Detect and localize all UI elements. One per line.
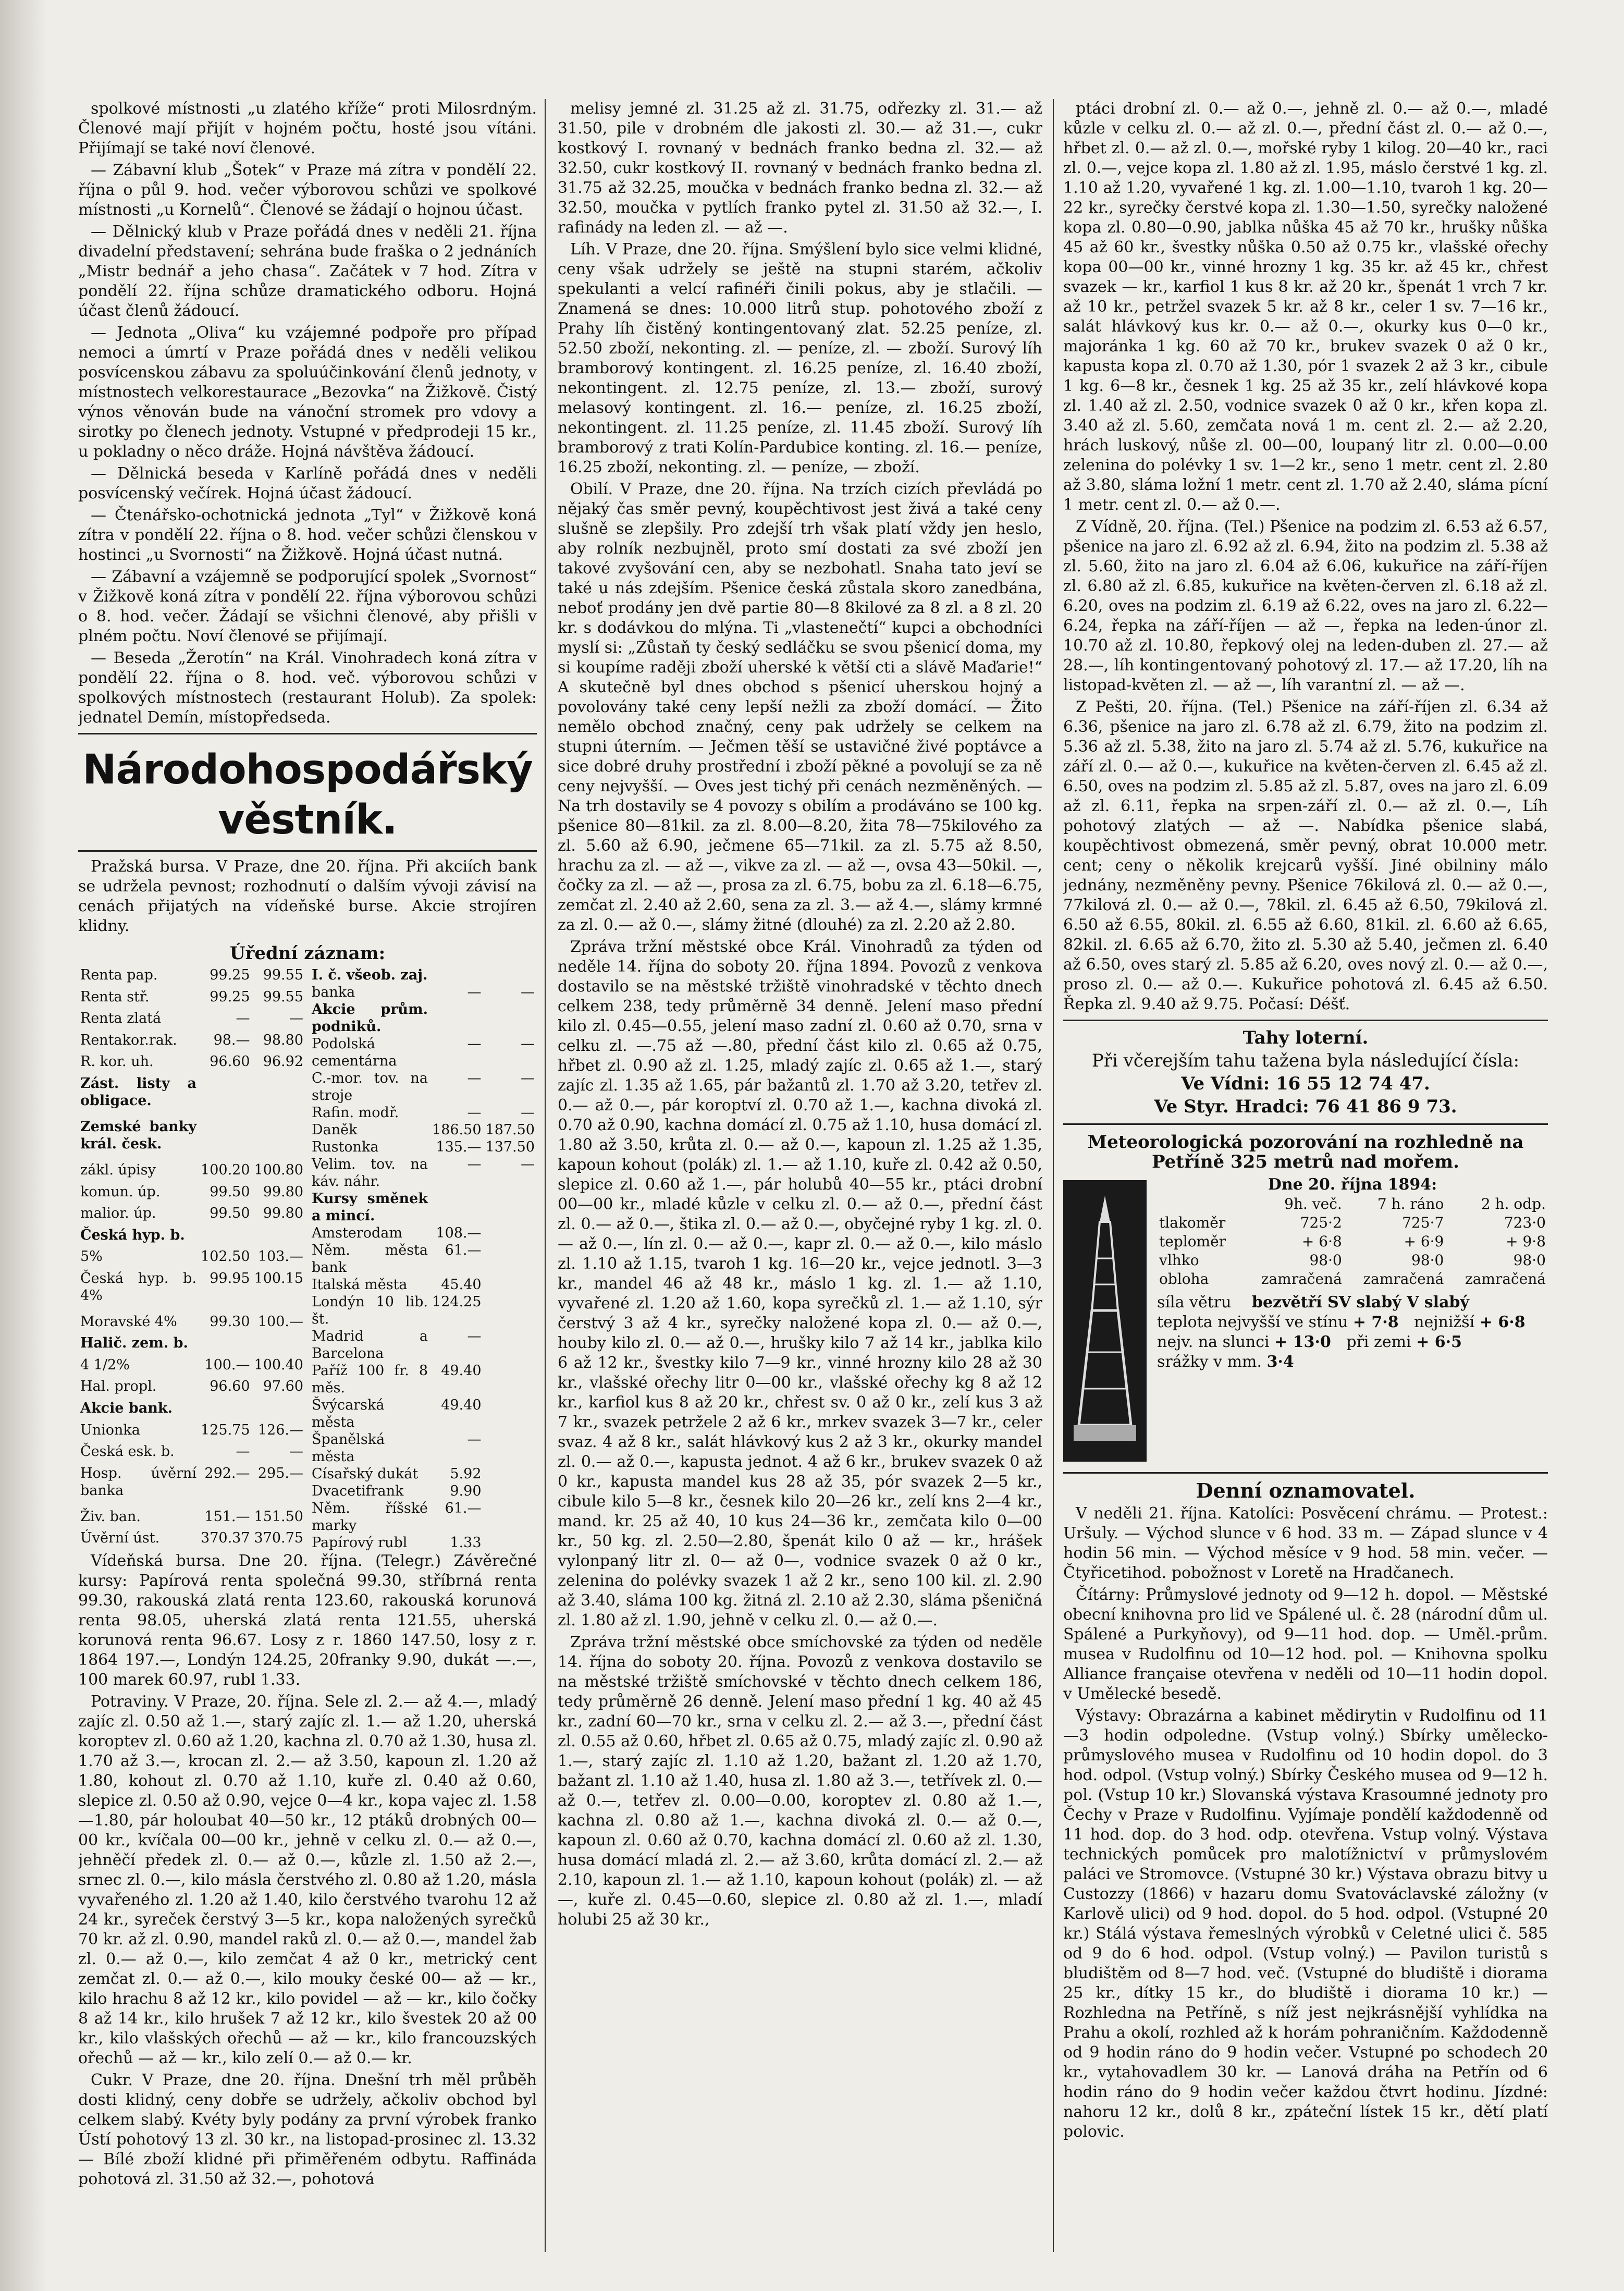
notice-paragraph: — Dělnická beseda v Karlíně pořádá dnes v neděli posvícenský večírek. Hojná účast žádoucí. <box>78 464 537 503</box>
quote-name: C.-mor. tov. na stroje <box>312 1070 428 1104</box>
temp-min-label: nejnižší <box>1414 1313 1475 1331</box>
weather-time: 7 h. ráno <box>1377 1195 1444 1212</box>
quote-value <box>484 1534 537 1551</box>
quote-value: 97.60 <box>263 1378 303 1395</box>
quote-value: 108.— <box>436 1225 482 1241</box>
section-rule <box>1063 1472 1548 1474</box>
quote-value: — <box>236 1010 250 1027</box>
quote-row <box>78 1075 305 1118</box>
market-paragraph: melisy jemné zl. 31.25 až zl. 31.75, odřezky zl. 31.— až 31.50, pile v drobném dle jakosti zl. 30.— až 31.—, cukr kostkový I. rovnaný v bednách franko bedna zl. 32.— až 32.50, cukr kostkový II. rovnaný v bednách franko bedna zl. 31.75 až 32.25, moučka v bednách franko bedna zl. 32.— až 32.50, moučka v pytlích franko pytel zl. 31.50 až 32.—, I. rafinády na leden zl. — až —. <box>558 100 1042 237</box>
quote-value <box>484 1500 537 1534</box>
quote-name: Dvacetifrank <box>312 1483 404 1499</box>
quote-value <box>484 1224 537 1242</box>
quote-value: 99.25 <box>210 988 250 1005</box>
quote-name: Rafin. modř. <box>312 1105 399 1121</box>
quote-value <box>199 1334 252 1356</box>
notice-paragraph: Výstavy: Obrazárna a kabinet mědirytin v Rudolfinu od 11—3 hodin odpoledne. (Vstup volný.) Sbírky umělecko-průmyslového musea v Rudolfinu od 10 hodin dopol. do 3 hod. odpol. (Vstup volný.) Sbírky Českého musea od 9—12 h. pol. (Vstup 10 kr.) Slovanská výstava Krasoumné jednoty pro Čechy v Praze v Rudolfinu. Vyjímaje pondělí každodenně od 11 hod. dop. do 3 hod. odp. otevřena. Vstup volný. Výstava technických pomůcek pro malotížnictví v průmyslovém paláci ve Stromovce. (Vstupné 30 kr.) Výstava obrazu bitvy u Custozzy (1866) v hazaru domu Svatováclavské záložny (v Karlově ulici) od 9 hod. dopol. do 5 hod. odpol. (Vstupné 20 kr.) Stálá výstava řemeslných výrobků v Celetné ulici č. 585 od 9 do 6 hod. odpol. (Vstup volný.) — Pavilon turistů s bludištěm od 8—7 hod. več. (Vstupné do bludiště i diorama 25 kr., dítky 15 kr., do bludiště i diorama 10 kr.) — Rozhledna na Petříně, s níž jest nejkrásnější vyhlídka na Prahu a okolí, rozhled až k horám pohraničním. Každodenně od 9 hodin ráno do 9 hodin večer. Vstupné po schodech 20 kr., vytahovadlem 30 kr. — Lanová dráha na Petřín od 6 hodin ráno do 9 hodin večer každou čtvrt hodinu. Jízdné: nahoru 12 kr., dolů 8 kr., zpáteční lístek 15 kr., dětí platí polovic. <box>1063 1707 1548 2141</box>
quote-value: — <box>467 1105 482 1121</box>
quote-name: Zást. listy a obligace. <box>80 1075 197 1109</box>
quote-value: 99.55 <box>263 988 303 1005</box>
quote-value: 137.50 <box>485 1139 535 1155</box>
section-rule <box>1063 1123 1548 1125</box>
quote-name: Halič. zem. b. <box>80 1335 188 1352</box>
quote-value: 151.50 <box>254 1508 303 1525</box>
quote-value: 100.— <box>204 1356 250 1373</box>
quote-row <box>310 1396 537 1431</box>
quote-value: 98.— <box>213 1032 250 1048</box>
quote-name: zákl. úpisy <box>80 1161 156 1178</box>
quote-value: 100.15 <box>254 1270 303 1287</box>
quote-name: I. č. všeob. zaj. <box>312 967 428 983</box>
quote-row <box>310 1431 537 1465</box>
notice-paragraph: — Jednota „Oliva“ ku vzájemné podpoře pro případ nemoci a úmrtí v Praze pořádá dnes v neděli velikou posvícenskou zábavu za spoluúčinkování členů jednoty, v místnostech velkorestaurace „Bezovka“ na Žižkově. Čistý výnos věnován bude na vánoční stromek pro vdovy a sirotky po členech jednoty. Vstupné v předprodeji 15 kr., u pokladny o něco dráže. Hojná návštěva žádoucí. <box>78 324 537 461</box>
quote-value <box>430 1001 483 1035</box>
quote-value <box>484 1276 537 1293</box>
quote-name: Hal. propl. <box>80 1378 157 1395</box>
quote-row <box>310 1276 537 1293</box>
quote-value: — <box>521 1156 535 1172</box>
quote-value: 126.— <box>257 1422 303 1438</box>
quote-row <box>310 1293 537 1328</box>
weather-row <box>1157 1270 1548 1289</box>
quote-row <box>78 1465 305 1508</box>
weather-label: obloha <box>1159 1270 1209 1288</box>
notice-paragraph: spolkové místnosti „u zlatého kříže“ proti Milosrdným. Členové mají přijít v hojném počtu, hosté jsou vítáni. Přijímají se také noví členové. <box>78 100 537 157</box>
rain-label: srážky v mm. <box>1157 1353 1262 1371</box>
temp-ground: + 6·5 <box>1416 1333 1462 1351</box>
quote-row <box>78 1010 305 1032</box>
column-middle <box>558 99 1042 1932</box>
quote-value <box>252 1075 305 1118</box>
quote-value: 99.30 <box>210 1313 250 1330</box>
quote-row <box>310 1328 537 1362</box>
weather-label: vlhko <box>1159 1252 1199 1269</box>
quote-name: Hosp. úvěrní banka <box>80 1465 197 1499</box>
quote-name: Akcie bank. <box>80 1400 173 1416</box>
quote-row <box>78 1400 305 1422</box>
quote-name: Renta zlatá <box>80 1010 162 1027</box>
quote-value: 96.60 <box>210 1378 250 1395</box>
quote-value: — <box>521 1070 535 1086</box>
quote-value: 98.80 <box>263 1032 303 1048</box>
weather-header-blank <box>1157 1195 1242 1214</box>
temp-label: teplota nejvyšší ve stínu <box>1157 1313 1348 1331</box>
quote-name: Rentakor.rak. <box>80 1032 177 1048</box>
quote-value: 187.50 <box>485 1122 535 1138</box>
quote-name: Daněk <box>312 1122 358 1138</box>
quote-value: 100.40 <box>254 1356 303 1373</box>
wind-label: síla větru <box>1157 1293 1232 1312</box>
weather-value: 98·0 <box>1513 1252 1546 1269</box>
quote-value <box>484 1328 537 1362</box>
quote-name: Akcie prům. podniků. <box>312 1001 428 1035</box>
grain-reports <box>1063 99 1548 1014</box>
notice-paragraph: V neděli 21. října. Katolíci: Posvěcení chrámu. — Protest.: Uršuly. — Východ slunce v 6 hod. 33 m. — Západ slunce v 4 hodin 56 min. — Východ měsíce v 9 hod. 58 min. večer. — Čtyřicetihod. pobožnost v Loretě na Hradčanech. <box>1063 1504 1548 1582</box>
quote-row <box>78 1508 305 1530</box>
quote-name: 4 1/2% <box>80 1356 130 1373</box>
weather-value: 723·0 <box>1504 1214 1546 1231</box>
quote-row <box>78 1183 305 1205</box>
temp-sun-label: nejv. na slunci <box>1157 1333 1270 1351</box>
quotes-table-left <box>78 966 305 1551</box>
weather-value: + 6·9 <box>1404 1233 1444 1250</box>
weather-time: 2 h. odp. <box>1481 1195 1546 1212</box>
weather-block <box>1063 1175 1548 1467</box>
quote-value <box>252 1118 305 1161</box>
quote-name: Unionka <box>80 1422 140 1438</box>
quote-row <box>310 1035 537 1070</box>
market-paragraph: Zpráva tržní městské obce smíchovské za týden od neděle 14. října do soboty 20. října. Povozů z venkova dostavilo se na městské tržiště smíchovské v těchto dnech celkem 186, tedy průměrně 26 denně. Jelení maso přední 1 kg. 40 až 45 kr., zadní 60—70 kr., srna v celku zl. 2.— až 3.—, přední část zl. 0.55 až 0.60, hřbet zl. 0.65 až 0.75, mladý zajíc zl. 0.90 až 1.—, starý zajíc zl. 1.10 až 1.20, bažant zl. 1.20 až 1.70, bažant zl. 1.10 až 1.40, husa zl. 1.80 až 3.—, tetřívek zl. 0.— až 0.—, tetřev zl. 0.00—0.00, koroptev zl. 0.80 až 1.—, kachna zl. 0.80 až 1.—, kachna divoká zl. 0.— až 0.—, kapoun zl. 0.60 až 0.70, kachna domácí zl. 0.60 až zl. 1.30, husa domácí mladá zl. 2.— až 3.60, krůta domácí zl. 2.— až 2.10, kapoun zl. 1.— až 1.10, kapoun kohout (polák) zl. — až —, kuře zl. 0.45—0.60, slepice zl. 0.80 až zl. 1.—, mladí holubi 25 až 30 kr., <box>558 1633 1042 1929</box>
quote-row <box>78 1032 305 1053</box>
quote-row <box>78 1161 305 1183</box>
quote-value <box>199 1118 252 1161</box>
weather-readings <box>1157 1175 1548 1372</box>
quote-row <box>78 1334 305 1356</box>
quote-row <box>78 1443 305 1465</box>
market-paragraph: Líh. V Praze, dne 20. října. Smýšlení bylo sice velmi klidné, ceny však udržely se ještě na stupni starém, ačkoliv spekulanti a velcí rafinéři činili pokus, aby je stlačili. — Znamená se dnes: 10.000 litrů stup. pohotového zboží z Prahy líh čistěný kontingentovaný zlat. 52.25 peníze, zl. 52.50 zboží, nekonting. zl. — peníze, zl. — zboží. Surový líh bramborový kontingent. zl. 16.25 peníze, zl. 16.40 zboží, nekontingent. zl. 12.75 peníze, zl. 13.— zboží, surový melasový kontingent. zl. 16.— peníze, zl. 16.25 zboží, nekontingent. zl. 11.25 peníze, zl. 11.45 zboží. Surový líh bramborový z trati Kolín-Pardubice konting. zl. 16.— peníze, 16.25 zboží, nekonting. zl. — peníze, — zboží. <box>558 240 1042 476</box>
lottery-title: Tahy loterní. <box>1242 1027 1369 1048</box>
quote-row <box>78 988 305 1010</box>
weather-time: 9h. več. <box>1284 1195 1342 1212</box>
quote-row <box>310 1465 537 1483</box>
column-divider <box>545 99 546 2252</box>
quote-row <box>310 966 537 984</box>
wind-row <box>1157 1293 1548 1313</box>
weather-table <box>1157 1195 1548 1289</box>
quote-name: Papírový rubl <box>312 1535 408 1551</box>
quote-value: 45.40 <box>441 1277 482 1293</box>
weather-value: + 9·8 <box>1506 1233 1546 1250</box>
quote-name: Moravské 4% <box>80 1313 177 1330</box>
quote-name: 5% <box>80 1248 103 1265</box>
weather-row <box>1157 1214 1548 1232</box>
quote-value: 99.95 <box>210 1270 250 1287</box>
quotes-tables <box>78 966 537 1551</box>
quote-value: — <box>289 1010 303 1027</box>
quote-row <box>78 966 305 988</box>
quote-value <box>484 1293 537 1328</box>
quote-value: — <box>521 1105 535 1121</box>
quote-value: 124.25 <box>432 1294 482 1310</box>
quote-row <box>78 1227 305 1248</box>
weather-value: 725·2 <box>1300 1214 1342 1231</box>
lottery-hradec: Ve Styr. Hradci: 76 41 86 9 73. <box>1154 1096 1457 1117</box>
quote-name: Londýn 10 lib. št. <box>312 1294 428 1327</box>
quote-name: Něm. říšské marky <box>312 1500 428 1534</box>
quote-value: 100.80 <box>254 1161 303 1178</box>
quote-name: Úvěrní úst. <box>80 1530 160 1547</box>
rain-value: 3·4 <box>1266 1353 1294 1371</box>
lottery-vienna: Ve Vídni: 16 55 12 74 47. <box>1181 1073 1430 1094</box>
quote-value: 61.— <box>445 1500 482 1516</box>
quote-row <box>78 1053 305 1075</box>
quote-name: komun. úp. <box>80 1183 161 1200</box>
quote-value: 99.50 <box>210 1183 250 1200</box>
column-right <box>1063 99 1548 2144</box>
quote-row <box>310 1242 537 1276</box>
section-rule <box>1063 1020 1548 1021</box>
prague-exchange-report: Pražská bursa. V Praze, dne 20. října. Při akciích bank se udržela pevnost; rozhodnutí o dalším vývoji závisí na cenách přijatých na vídeňské burse. Akcie strojíren klidny. <box>78 857 537 935</box>
notices-title: Denní oznamovatel. <box>1196 1479 1416 1502</box>
quote-name: Velim. tov. na káv. náhr. <box>312 1156 428 1190</box>
quotes-table-right <box>310 966 537 1551</box>
quote-value: 96.60 <box>210 1053 250 1070</box>
petrin-tower-icon <box>1063 1180 1147 1462</box>
quote-value <box>430 1190 483 1224</box>
notice-paragraph: — Dělnický klub v Praze pořádá dnes v neděli 21. října divadelní představení; sehrána bude fraška o 2 jednáních „Mistr bednář a jeho chasa“. Začátek v 7 hod. Zítra v pondělí 22. října schůze dramatického odboru. Hojná účast členů žádoucí. <box>78 223 537 320</box>
weather-date: Dne 20. října 1894: <box>1268 1175 1437 1194</box>
quote-value: — <box>467 1036 482 1052</box>
quote-value: 100.— <box>257 1313 303 1330</box>
quote-row <box>78 1356 305 1378</box>
quote-value <box>484 1483 537 1500</box>
quote-row <box>78 1378 305 1400</box>
quote-name: malior. úp. <box>80 1205 156 1222</box>
weather-value: zamračená <box>1261 1270 1342 1288</box>
quote-value: 292.— <box>204 1465 250 1481</box>
quote-row <box>310 1190 537 1224</box>
quote-value <box>484 1362 537 1396</box>
weather-row <box>1157 1232 1548 1251</box>
quote-value: — <box>521 984 535 1000</box>
weather-title: Meteorologická pozorování na rozhledně na Petříně 325 metrů nad mořem. <box>1087 1132 1524 1172</box>
market-paragraph: Zpráva tržní městské obce Král. Vinohradů za týden od neděle 14. října do soboty 20. října 1894. Povozů z venkova dostavilo se na městské tržiště vinohradské v těchto dnech celkem 238, tedy průměrně 34 denně. Jelení maso přední kilo zl. 0.45—0.55, jelení maso zadní zl. 0.60 až 0.70, srna v celku zl. —.75 až —.80, přední část kilo zl. 0.65 až 0.75, hřbet zl. 0.90 až zl. 1.25, mladý zajíc zl. 0.65 až 1.—, starý zajíc zl. 1.35 až 1.65, pár bažantů zl. 1.70 až 3.20, tetřev zl. 0.— až 0.—, pár koroptví zl. 0.70 až 1.—, kachna divoká zl. 0.70 až 0.90, kachna domácí zl. 0.75 až 1.10, husa domácí zl. 1.80 až 3.50, krůta zl. 0.— až 0.—, kapoun zl. 1.25 až 1.35, kapoun kohout (polák) zl. 1.— až 1.10, kuře zl. 0.42 až 0.50, slepice zl. 0.60 až 1.—, pár holubů 40—55 kr., ptáci drobní 00—00 kr., mladé kůzle v celku zl. 0.— až 0.—, přední část zl. 0.— až 0.—, štika zl. 0.— až 0.—, obyčejné ryby 1 kg. zl. 0.— až 0.—, lín zl. 0.— až 0.—, kapr zl. 0.— až 0.—, kilo máslo zl. 1.10 až 1.15, tvaroh 1 kg. 16—20 kr., vejce jednotl. 3—3 kr., mandel 46 až 48 kr., máslo 1 kg. zl. 1.— až 1.10, vyvařené zl. 1.20 až 1.60, kopa syrečků zl. 1.— až 1.10, sýr čerstvý 3 až 4 kr., syrečky naložené kopa zl. 0.— až 0.—, houby kilo zl. 0.— až 0.—, hrušky kilo 7 až 14 kr., jablka kilo 6 až 12 kr., švestky kilo 7—9 kr., vinné hrozny kilo 28 až 30 kr., vlašské ořechy litr 0—00 kr., vlašské ořechy kg 8 až 12 kr., karfiol kus 8 až 20 kr., chřest sv. 0 až 0 kr., zelí kus 3 až 7 kr., svazek petržele 2 až 6 kr., mrkev svazek 3—7 kr., celer svaz. 4 až 8 kr., salát hlávkový kus 2 až 3 kr., okurky mandel zl. 0.— až 0.—, kapusta jednot. 4 až 6 kr., brukev svazek 0 až 0 kr., kapusta mandel kus 28 až 35, pór svazek 2—5 kr., cibule kilo 5—8 kr., česnek kilo 20—26 kr., zelí kns 2—4 kr., mand. kr. 25 až 40, 10 kus 24—36 kr., zemčata kilo 0—00 kr., 50 kg. zl. 2.50—2.80, špenát kilo 0 až — kr., hrášek vylonpaný litr zl. 0— až 0—, vodnice svazek 0 až 0 kr., zelenina do polévky svazek 1 až 2 kr., seno 100 kil. zl. 2.90 až 3.40, sláma 100 kg. žitná zl. 2.10 až 2.30, sláma pšeničná zl. 1.80 až zl. 1.90, jehně v celku zl. 0.— až 0.—. <box>558 938 1042 1630</box>
quote-value <box>484 1242 537 1276</box>
weather-label: tlakoměr <box>1159 1214 1226 1231</box>
quote-name: Španělská města <box>312 1431 385 1465</box>
quote-value: 135.— <box>436 1139 482 1155</box>
notice-paragraph: — Zábavní klub „Šotek“ v Praze má zítra v pondělí 22. října o půl 9. hod. večer výborovou schůzi ve spolkové místnosti „u Kornelů“. Členové se žádají o hojnou účast. <box>78 161 537 219</box>
quote-name: Živ. ban. <box>80 1508 141 1525</box>
quote-value: 1.33 <box>450 1535 482 1551</box>
quote-value <box>252 1227 305 1248</box>
quote-row <box>310 1534 537 1551</box>
quote-name: Madrid a Barcelona <box>312 1328 428 1362</box>
quote-row <box>310 1121 537 1138</box>
section-rule <box>78 733 537 734</box>
daily-notices <box>1063 1504 1548 2142</box>
quote-row <box>310 1483 537 1500</box>
quote-value: — <box>236 1443 250 1460</box>
quote-value: 102.50 <box>201 1248 250 1265</box>
quote-value: 99.25 <box>210 967 250 983</box>
quote-row <box>78 1205 305 1227</box>
vienna-exchange-report: Vídeňská bursa. Dne 20. října. (Telegr.) Závěrečné kursy: Papírová renta společná 99.30, stříbrná renta 99.30, rakouská zlatá renta 123.60, rakouská korunová renta 98.05, uherská zlatá renta 121.55, uherská korunová renta 96.67. Losy z r. 1860 147.50, losy z r. 1864 197.—, Londýn 124.25, 20franky 9.90, dukát —.—, 100 marek 60.97, rubl 1.33. <box>78 1552 537 1689</box>
quote-row <box>310 1138 537 1156</box>
quote-value: — <box>521 1036 535 1052</box>
page-gutter-shadow <box>0 0 47 2291</box>
weather-row <box>1157 1251 1548 1270</box>
quote-value: 100.20 <box>201 1161 250 1178</box>
weather-value: 98·0 <box>1309 1252 1342 1269</box>
quote-name: Česká esk. b. <box>80 1443 175 1460</box>
quote-row <box>310 1500 537 1534</box>
quote-value <box>484 1465 537 1483</box>
quote-value: 49.40 <box>441 1397 482 1413</box>
temp-sun: + 13·0 <box>1274 1333 1331 1351</box>
temp-sun-row <box>1157 1332 1548 1352</box>
quote-value <box>484 1001 537 1035</box>
quote-name: Zemské banky král. česk. <box>80 1118 197 1152</box>
weather-value: 98·0 <box>1411 1252 1444 1269</box>
quote-row <box>310 1070 537 1104</box>
quote-value: 61.— <box>445 1242 482 1258</box>
quote-value: 99.50 <box>210 1205 250 1222</box>
quote-value: 151.— <box>204 1508 250 1525</box>
quote-value <box>252 1334 305 1356</box>
quote-value: 370.37 <box>201 1530 250 1547</box>
section-rule <box>78 850 537 852</box>
quote-name: Rustonka <box>312 1139 379 1155</box>
weather-value: zamračená <box>1465 1270 1546 1288</box>
market-reports <box>558 99 1042 1930</box>
quote-value: 103.— <box>257 1248 303 1265</box>
quote-value: 96.92 <box>263 1053 303 1070</box>
temp-ground-label: při zemi <box>1346 1333 1411 1351</box>
quote-value: 9.90 <box>450 1483 482 1499</box>
quote-value <box>199 1227 252 1248</box>
quote-value: 99.80 <box>263 1183 303 1200</box>
quote-value: 49.40 <box>441 1363 482 1379</box>
quote-row <box>78 1529 305 1551</box>
rain-row <box>1157 1352 1548 1372</box>
quote-value <box>252 1400 305 1422</box>
notice-paragraph: Čítárny: Průmyslové jednoty od 9—12 h. dopol. — Městské obecní knihovna pro lid ve Spálené ul. č. 28 (národní dům ul. Spálené a Purkyňovy), od 9—11 hod. dop. — Uměl.-prům. musea v Rudolfinu od 10—12 hod. pol. — Knihovna spolku Alliance française otevřena v neděli od 10—11 hodin dopol. v Umělecké besedě. <box>1063 1586 1548 1703</box>
wind-value: bezvětří SV slabý V slabý <box>1251 1293 1469 1312</box>
quote-row <box>78 1313 305 1335</box>
quote-value <box>199 1400 252 1422</box>
column-divider <box>1053 99 1054 2252</box>
quote-value: — <box>467 1328 482 1344</box>
quote-name: Renta stř. <box>80 988 150 1005</box>
weather-value: 725·7 <box>1402 1214 1444 1231</box>
quote-name: Podolská cementárna <box>312 1036 397 1069</box>
quote-name: Císařský dukát <box>312 1466 419 1482</box>
quote-row <box>310 1156 537 1190</box>
quote-row <box>310 1362 537 1396</box>
quote-name: Paříž 100 fr. 8 měs. <box>312 1363 428 1396</box>
quote-name: Něm. města bank <box>312 1242 428 1276</box>
quote-value: 370.75 <box>254 1530 303 1547</box>
temp-row <box>1157 1313 1548 1332</box>
quote-row <box>310 1224 537 1242</box>
notice-paragraph: — Zábavní a vzájemně se podporující spolek „Svornost“ v Žižkově koná zítra v pondělí 22. října výborovou schůzi o 8. hod. večer. Žádají se všichni členové, aby přišli v plném počtu. Noví členové se přijímají. <box>78 568 537 645</box>
quote-row <box>310 984 537 1001</box>
quote-value: — <box>467 984 482 1000</box>
quote-row <box>310 1001 537 1035</box>
quote-value <box>484 966 537 984</box>
club-notices <box>78 99 537 728</box>
quote-name: R. kor. uh. <box>80 1053 154 1070</box>
sugar-report: Cukr. V Praze, dne 20. října. Dnešní trh měl průběh dosti klidný, ceny dobře se udržely, ačkoliv obchod byl celkem slabý. Kvéty byly podány za první výrobek franko Ústí pohotový 13 zl. 30 kr., na listopad-prosinec zl. 13.32 — Bílé zboží klidné při přiměřeném odbytu. Raffináda pohotová zl. 31.50 až 32.—, pohotová <box>78 2071 537 2188</box>
quote-value: — <box>289 1443 303 1460</box>
grain-paragraph: Z Pešti, 20. října. (Tel.) Pšenice na září-říjen zl. 6.34 až 6.36, pšenice na jaro zl. 6.78 až zl. 6.79, žito na podzim zl. 5.36 až zl. 5.38, žito na jaro zl. 5.74 až zl. 5.76, kukuřice na září zl. 0.— až 0.—, kukuřice na květen-červen zl. 6.45 až zl. 6.50, oves na podzim zl. 5.85 až zl. 5.87, oves na jaro zl. 6.09 až zl. 6.11, řepka na srpen-září zl. 0.— až zl. 0.—, Líh pohotový zlatých — až —. Nabídka pšenice slabá, koupěchtivost obmezená, směr pevný, obrat 10.000 metr. cent; ceny o několik krejcarů vyšší. Jiné obilniny málo jednány, nezměněny pevny. Pšenice 76kilová zl. 0.— až 0.—, 77kilová zl. 0.— až 0.—, 78kil. zl. 6.45 až 6.50, 79kilová zl. 6.50 až 6.55, 80kil. zl. 6.55 až 6.60, 81kil. zl. 6.60 až 6.65, 82kil. zl. 6.65 až 6.70, žito zl. 5.30 až 5.40, ječmen zl. 6.40 až 6.50, oves starý zl. 5.85 až 6.20, oves nový zl. 0.— až 0.—, proso zl. 0.— až 0.—. Kukuřice pohotová zl. 6.45 až 6.50. Řepka zl. 9.40 až 9.75. Počasí: Déšť. <box>1063 698 1548 1013</box>
temp-min: + 6·8 <box>1479 1313 1525 1331</box>
quote-row <box>78 1270 305 1313</box>
grain-paragraph: ptáci drobní zl. 0.— až 0.—, jehně zl. 0.— až 0.—, mladé kůzle v celku zl. 0.— až zl. 0.—, přední část zl. 0.— až 0.—, hřbet zl. 0.— až zl. 0.—, mořské ryby 1 kilog. 20—40 kr., raci zl. 0.—, vejce kopa zl. 1.80 až zl. 1.95, máslo čerstvé 1 kg. zl. 1.10 až 1.20, vyvařené 1 kg. zl. 1.00—1.10, tvaroh 1 kg. 20—22 kr., syrečky čerstvé kopa zl. 1.30—1.50, syrečky naložené kopa zl. 0.80—0.90, jablka nůška 45 až 70 kr., hrušky nůška 45 až 60 kr., švestky nůška 0.50 až 0.75 kr., vlašské ořechy kopa 00—00 kr., vinné hrozny 1 kg. 35 kr. až 45 kr., chřest svazek — kr., karfiol 1 kus 8 kr. až 20 kr., špenát 1 vrch 7 kr. až 10 kr., petržel svazek 5 kr. až 8 kr., celer 1 sv. 7—16 kr., salát hlávkový kus kr. 0.— až 0.—, okurky kus 0—0 kr., majoránka 1 kg. 60 až 70 kr., brukev svazek 0 až 0 kr., kapusta kopa zl. 0.70 až 1.30, pór 1 svazek 2 až 3 kr., cibule 1 kg. 6—8 kr., česnek 1 kg. 25 až 35 kr., zelí hlávkové kopa zl. 1.40 až zl. 2.50, vodnice svazek 0 až 0 kr., křen kopa zl. 3.40 až zl. 5.60, zemčata nová 1 m. cent zl. 2.— až 2.20, hrách luskový, nůše zl. 00—00, loupaný litr zl. 0.00—0.00 zelenina do polévky 1 sv. 1—2 kr., seno 1 metr. cent zl. 2.80 až 3.80, sláma ložní 1 metr. cent zl. 1.70 až 2.40, sláma pícní 1 metr. cent zl. 0.— až 0.—. <box>1063 100 1548 514</box>
food-prices-report: Potraviny. V Praze, 20. října. Sele zl. 2.— až 4.—, mladý zajíc zl. 0.50 až 1.—, starý zajíc zl. 1.— až 1.20, uherská koroptev zl. 0.60 až 1.20, kachna zl. 0.70 až 1.30, husa zl. 1.70 až 3.—, krocan zl. 2.— až 3.50, kapoun zl. 1.20 až 1.80, kohout zl. 0.70 až 1.10, kuře zl. 0.40 až 0.60, slepice zl. 0.50 až 0.90, vejce 0—4 kr., kopa vajec zl. 1.58—1.80, pár holoubat 40—50 kr., 12 ptáků drobných 00—00 kr., kvíčala 00—00 kr., jehně v celku zl. 0.— až 0.—, jehněčí předek zl. 0.— až 0.—, kůzle zl. 1.50 až 2.—, srnec zl. 0.—, kilo másla čerstvého zl. 0.80 až 1.20, másla vyvařeného zl. 1.20 až 1.40, kilo čerstvého tvarohu 12 až 24 kr., syreček čerstvý 3—5 kr., kopa naložených syrečků 70 kr. až zl. 0.90, mandel raků zl. 0.— až 0.—, mandel žab zl. 0.— až 0.—, kilo zemčat 4 až 0 kr., metrický cent zemčat zl. 0.— až 0.—, kilo mouky české 00— až — kr., kilo hrachu 8 až 12 kr., kilo povidel — až — kr., kilo čočky 8 až 14 kr., kilo hrušek 7 až 12 kr., kilo švestek 20 až 00 kr., kilo vlašských ořechů — až — kr., kilo francouzských ořechů — až — kr., kilo zelí 0.— až 0.— kr. <box>78 1693 537 2067</box>
quote-value <box>484 1190 537 1224</box>
quote-name: Renta pap. <box>80 967 158 983</box>
quote-name: Česká hyp. b. 4% <box>80 1270 197 1304</box>
quote-value <box>199 1075 252 1118</box>
quote-row <box>78 1248 305 1270</box>
weather-value: zamračená <box>1363 1270 1444 1288</box>
quote-value <box>430 966 483 984</box>
quote-value: 125.75 <box>201 1422 250 1438</box>
section-title: Národohospodářský věstník. <box>82 746 533 843</box>
quote-row <box>78 1422 305 1443</box>
weather-header-row <box>1157 1195 1548 1214</box>
quote-name: Italská města <box>312 1277 408 1293</box>
quote-value: 5.92 <box>450 1466 482 1482</box>
newspaper-page <box>63 99 1564 2252</box>
quote-value <box>484 1396 537 1431</box>
temp-max-shade: + 7·8 <box>1352 1313 1399 1331</box>
quote-value: — <box>467 1156 482 1172</box>
column-left <box>78 99 537 2191</box>
quote-value: 99.55 <box>263 967 303 983</box>
notice-paragraph: — Čtenářsko-ochotnická jednota „Tyl“ v Žižkově koná zítra v pondělí 22. října o 8. hod. večer schůzi členskou v hostinci „u Svornosti“ na Žižkově. Hojná účast nutná. <box>78 506 537 564</box>
quote-row <box>78 1118 305 1161</box>
official-quotes-heading: Úřední záznam: <box>229 943 386 964</box>
quote-name: Švýcarská města <box>312 1397 385 1430</box>
quote-value: 99.80 <box>263 1205 303 1222</box>
quote-value: — <box>467 1070 482 1086</box>
quote-name: Česká hyp. b. <box>80 1227 185 1243</box>
quote-value: 295.— <box>257 1465 303 1481</box>
quote-value: 186.50 <box>432 1122 482 1138</box>
weather-value: + 6·8 <box>1301 1233 1342 1250</box>
quote-name: banka <box>312 984 355 1000</box>
quote-name: Kursy směnek a mincí. <box>312 1191 428 1224</box>
quote-name: Amsterodam <box>312 1225 402 1241</box>
quote-row <box>310 1104 537 1121</box>
grain-paragraph: Z Vídně, 20. října. (Tel.) Pšenice na podzim zl. 6.53 až 6.57, pšenice na jaro zl. 6.92 až zl. 6.94, žito na podzim zl. 5.38 až zl. 5.60, žito na jaro zl. 6.04 až 6.06, kukuřice na září-říjen zl. 6.80 až zl. 6.85, kukuřice na květen-červen zl. 6.18 až zl. 6.20, oves na podzim zl. 6.19 až 6.22, oves na jaro zl. 6.22—6.24, řepka na září-říjen — až —, řepka na leden-únor zl. 10.70 až zl. 10.80, řepkový olej na leden-duben zl. 27.— až 28.—, líh kontingentovaný pohotový zl. 17.— až 17.20, líh na listopad-květen zl. — až —, líh varantní zl. — až —. <box>1063 518 1548 694</box>
notice-paragraph: — Beseda „Žerotín“ na Král. Vinohradech koná zítra v pondělí 22. října o 8. hod. več. výborovou schůzi v spolkových místnostech (restaurant Holub). Za spolek: jednatel Demín, místopředseda. <box>78 649 537 727</box>
lottery-intro: Při včerejším tahu tažena byla následující čísla: <box>1091 1050 1520 1071</box>
quote-value <box>484 1431 537 1465</box>
market-paragraph: Obilí. V Praze, dne 20. října. Na trzích cizích převládá po nějaký čas směr pevný, koupěchtivost jest živá a také ceny slušně se zlepšily. Pro zdejší trh však platí vždy jen heslo, aby rolník nezbujněl, proto smí dostati za své zboží jen takové zvyšování cen, aby se nezbohatl. Snaha tato jeví se také u nás zdejším. Pšenice česká zůstala skoro zanedbána, neboť prodány jen dvě partie 80—8 8kilové za 8 zl. a 8 zl. 20 kr. s dodávkou do mlýna. Ti „vlastenečtí“ kupci a obchodníci myslí si: „Zůstaň ty český sedláčku se svou pšenicí doma, my si koupíme raději zboží uherské k větší cti a slávě Maďarie!“ A skutečně byl dnes obchod s pšenicí uherskou hojný a povolovány také ceny lepší nežli za zboží domácí. — Žito nemělo obchod značný, ceny pak udržely se celkem na stupni úterním. — Ječmen těší se ustavičné živé poptávce a sice dobré druhy prostřední i zboží pěkné a povolují se za ně ceny nejvyšší. — Oves jest tichý při cenách nezměněných. — Na trh dostavily se 4 povozy s obilím a prodáváno se 100 kg. pšenice 80—81kil. za zl. 8.00—8.20, žita 78—75kilového za zl. 5.60 až 6.90, ječmene 65—71kil. za zl. 5.75 až 8.50, hrachu za zl. — až —, vikve za zl. — až —, ovsa 43—50kil. —, čočky za zl. — až —, prosa za zl. 6.75, bobu za zl. 6.18—6.75, zemčat zl. 2.40 až 2.60, sena za zl. 3.— až 4.—, slámy krmné za zl. 0.— až 0.—, slámy žitné (dlouhé) za zl. 2.20 až 2.80. <box>558 480 1042 934</box>
weather-label: teploměr <box>1159 1233 1226 1250</box>
quote-value: — <box>467 1431 482 1448</box>
